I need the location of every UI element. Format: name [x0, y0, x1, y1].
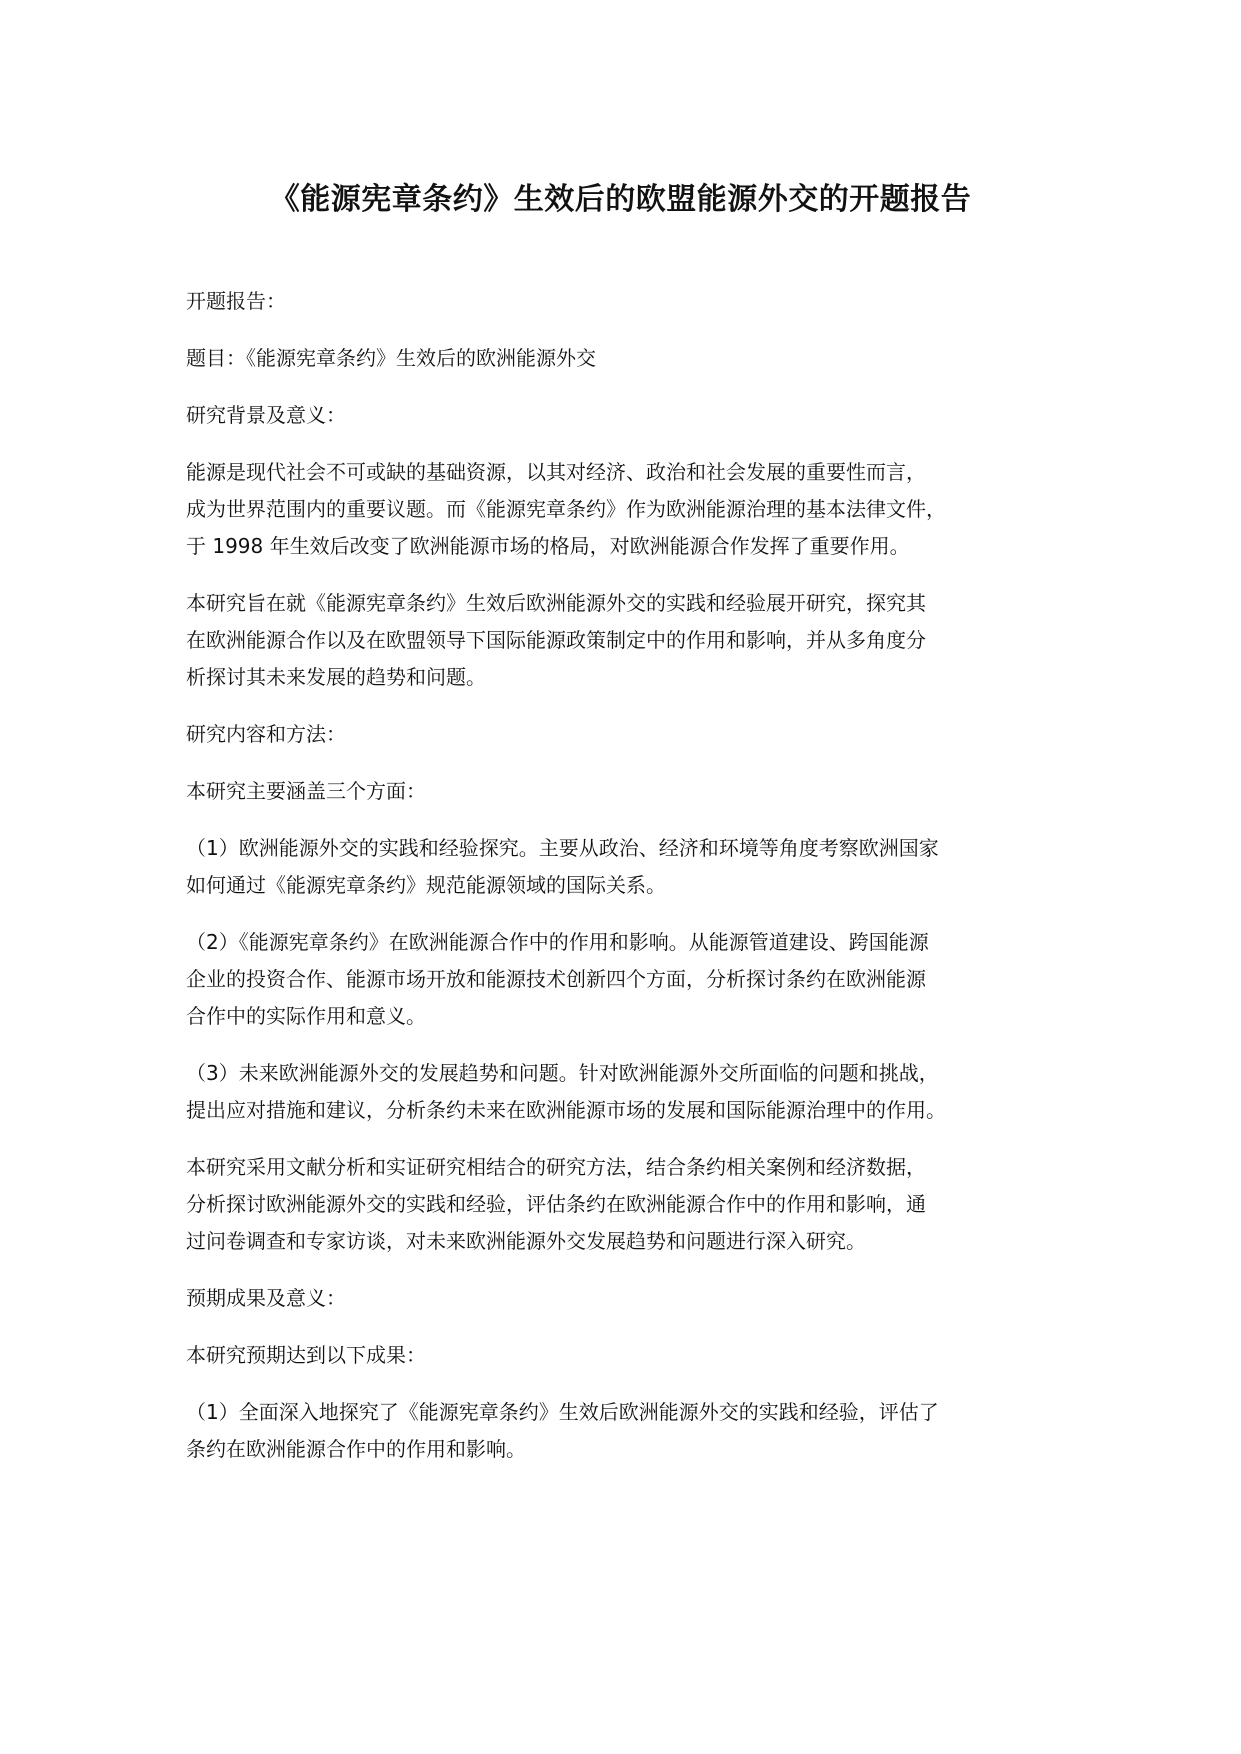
text-line: 开题报告：: [186, 289, 286, 313]
text-line: 本研究主要涵盖三个方面：: [186, 779, 426, 803]
text-line: 于 1998 年生效后改变了欧洲能源市场的格局，对欧洲能源合作发挥了重要作用。: [186, 534, 910, 558]
heading-background: [186, 397, 1066, 434]
text-line: 研究内容和方法：: [186, 722, 346, 746]
result-item-1: [186, 1394, 1066, 1468]
text-line: 企业的投资合作、能源市场开放和能源技术创新四个方面，分析探讨条约在欧洲能源: [186, 967, 926, 991]
text-line: 合作中的实际作用和意义。: [186, 1004, 426, 1028]
paragraph-results-intro: [186, 1337, 1066, 1374]
heading-expected-results: [186, 1280, 1066, 1317]
list-item-3: [186, 1055, 1066, 1129]
text-line: 在欧洲能源合作以及在欧盟领导下国际能源政策制定中的作用和影响，并从多角度分: [186, 628, 926, 652]
text-line: （2）《能源宪章条约》在欧洲能源合作中的作用和影响。从能源管道建设、跨国能源: [186, 930, 929, 954]
text-line: 条约在欧洲能源合作中的作用和影响。: [186, 1437, 526, 1461]
text-line: 过问卷调查和专家访谈，对未来欧洲能源外交发展趋势和问题进行深入研究。: [186, 1229, 866, 1253]
text-line: 预期成果及意义：: [186, 1286, 346, 1310]
text-line: 成为世界范围内的重要议题。而《能源宪章条约》作为欧洲能源治理的基本法律文件，: [186, 497, 946, 521]
text-line: 能源是现代社会不可或缺的基础资源，以其对经济、政治和社会发展的重要性而言，: [186, 460, 926, 484]
text-line: 本研究预期达到以下成果：: [186, 1343, 426, 1367]
text-line: （1）全面深入地探究了《能源宪章条约》生效后欧洲能源外交的实践和经验，评估了: [186, 1400, 939, 1424]
list-item-2: [186, 924, 1066, 1035]
paragraph-topic: [186, 340, 1066, 377]
text-line: 本研究采用文献分析和实证研究相结合的研究方法，结合条约相关案例和经济数据，: [186, 1155, 926, 1179]
paragraph-background-1: [186, 454, 1066, 565]
text-line: 本研究旨在就《能源宪章条约》生效后欧洲能源外交的实践和经验展开研究，探究其: [186, 591, 926, 615]
text-line: （3）未来欧洲能源外交的发展趋势和问题。针对欧洲能源外交所面临的问题和挑战，: [186, 1061, 939, 1085]
text-line: 研究背景及意义：: [186, 403, 346, 427]
text-line: 分析探讨欧洲能源外交的实践和经验，评估条约在欧洲能源合作中的作用和影响，通: [186, 1192, 926, 1216]
text-line: 析探讨其未来发展的趋势和问题。: [186, 665, 486, 689]
document-body: [186, 283, 1066, 1488]
text-line: 如何通过《能源宪章条约》规范能源领域的国际关系。: [186, 873, 666, 897]
text-line: （1）欧洲能源外交的实践和经验探究。主要从政治、经济和环境等角度考察欧洲国家: [186, 836, 939, 860]
paragraph-three-aspects: [186, 773, 1066, 810]
text-line: 提出应对措施和建议，分析条约未来在欧洲能源市场的发展和国际能源治理中的作用。: [186, 1098, 946, 1122]
heading-content-methods: [186, 716, 1066, 753]
paragraph-report-label: [186, 283, 1066, 320]
paragraph-background-2: [186, 585, 1066, 696]
list-item-1: [186, 830, 1066, 904]
text-line: 题目：《能源宪章条约》生效后的欧洲能源外交: [186, 346, 596, 370]
paragraph-methods: [186, 1149, 1066, 1260]
document-title: 《能源宪章条约》生效后的欧盟能源外交的开题报告: [269, 182, 972, 217]
